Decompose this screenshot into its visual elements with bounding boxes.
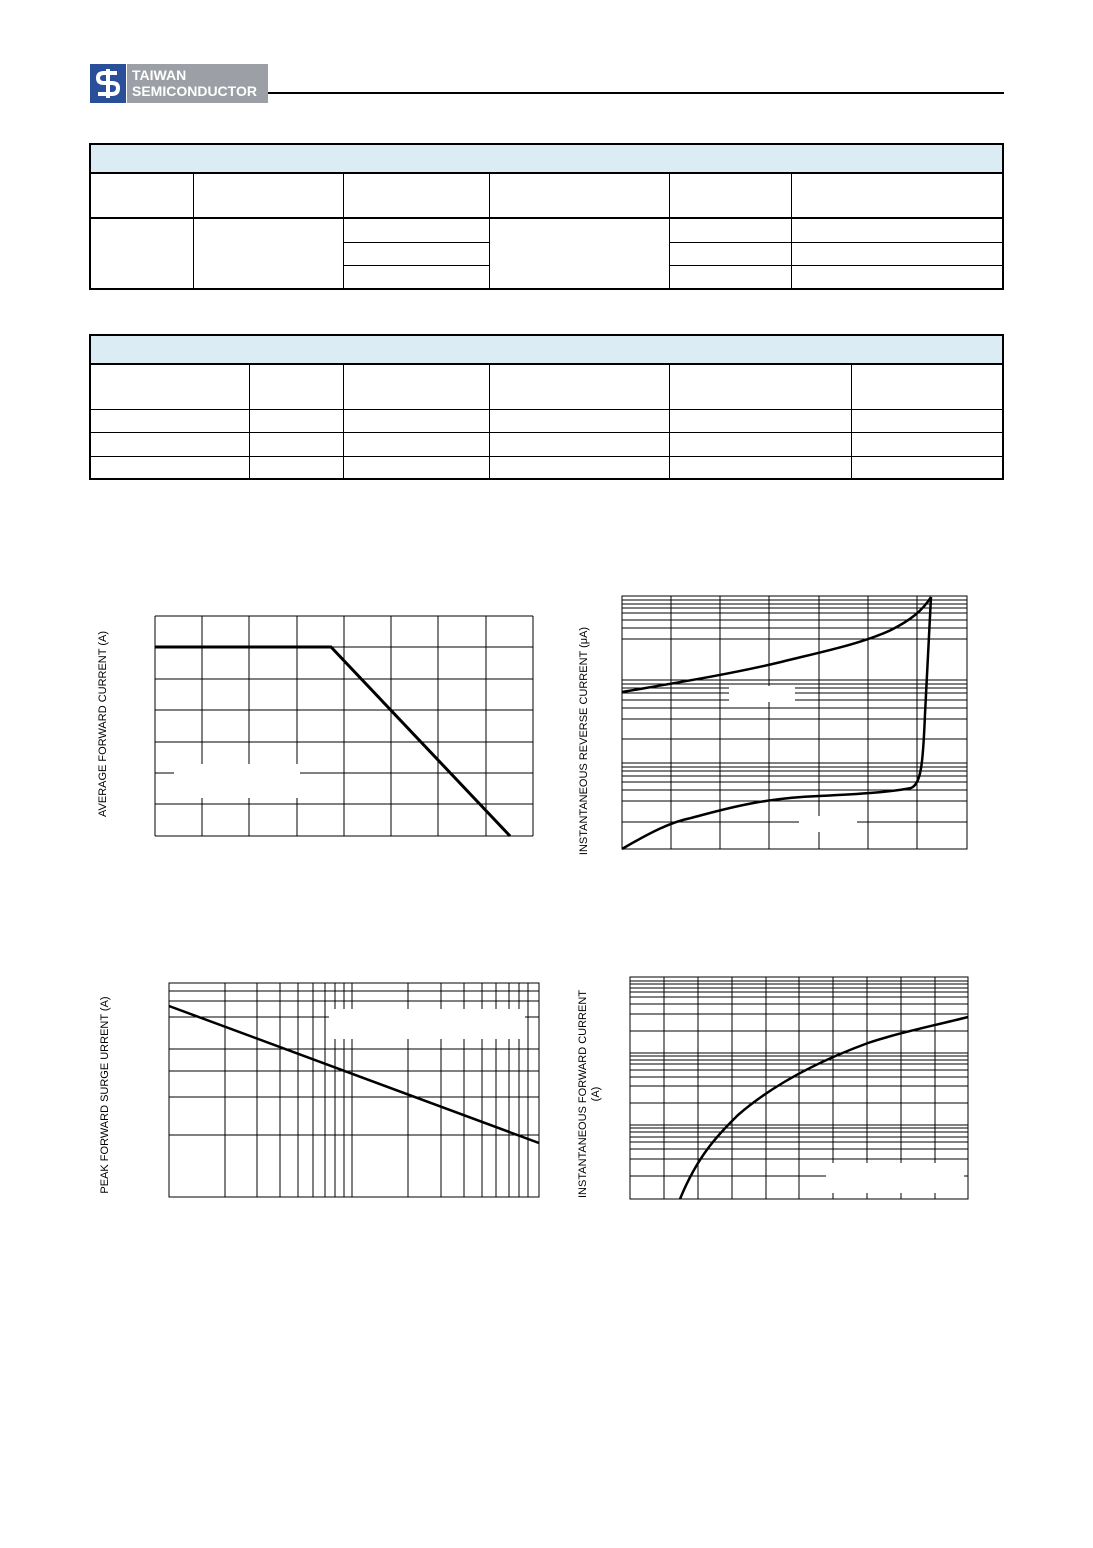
plot-area — [628, 975, 972, 1203]
table-title-band — [91, 145, 1002, 174]
table-title-band — [91, 336, 1002, 365]
company-name-line1: TAIWAN — [132, 67, 187, 83]
y-axis-label-line1: INSTANTANEOUS FORWARD CURRENT — [577, 990, 589, 1198]
chart-peak-surge-current — [95, 975, 550, 1215]
y-axis-label: PEAK FORWARD SURGE URRENT (A) — [99, 996, 111, 1194]
chart-reverse-current — [576, 594, 976, 869]
reverse-current-curve-lower — [622, 597, 931, 849]
header-rule — [268, 92, 1004, 94]
marking-info-table — [89, 334, 1004, 480]
plot-area — [150, 614, 535, 838]
y-axis-label: INSTANTANEOUS REVERSE CURRENT (μA) — [578, 626, 590, 856]
chart-forward-current-derating — [95, 610, 545, 840]
y-axis-label: AVERAGE FORWARD CURRENT (A) — [97, 631, 109, 817]
y-axis-label-line2: (A) — [590, 1086, 602, 1102]
logo-wordmark — [127, 64, 268, 103]
ordering-info-table — [89, 143, 1004, 290]
company-logo — [90, 64, 268, 103]
company-name-line2: SEMICONDUCTOR — [132, 83, 257, 99]
plot-area — [621, 594, 971, 852]
reverse-current-curve-upper — [622, 597, 931, 692]
plot-area — [167, 975, 543, 1201]
logo-mark-icon — [90, 64, 126, 103]
chart-forward-current — [576, 975, 976, 1215]
